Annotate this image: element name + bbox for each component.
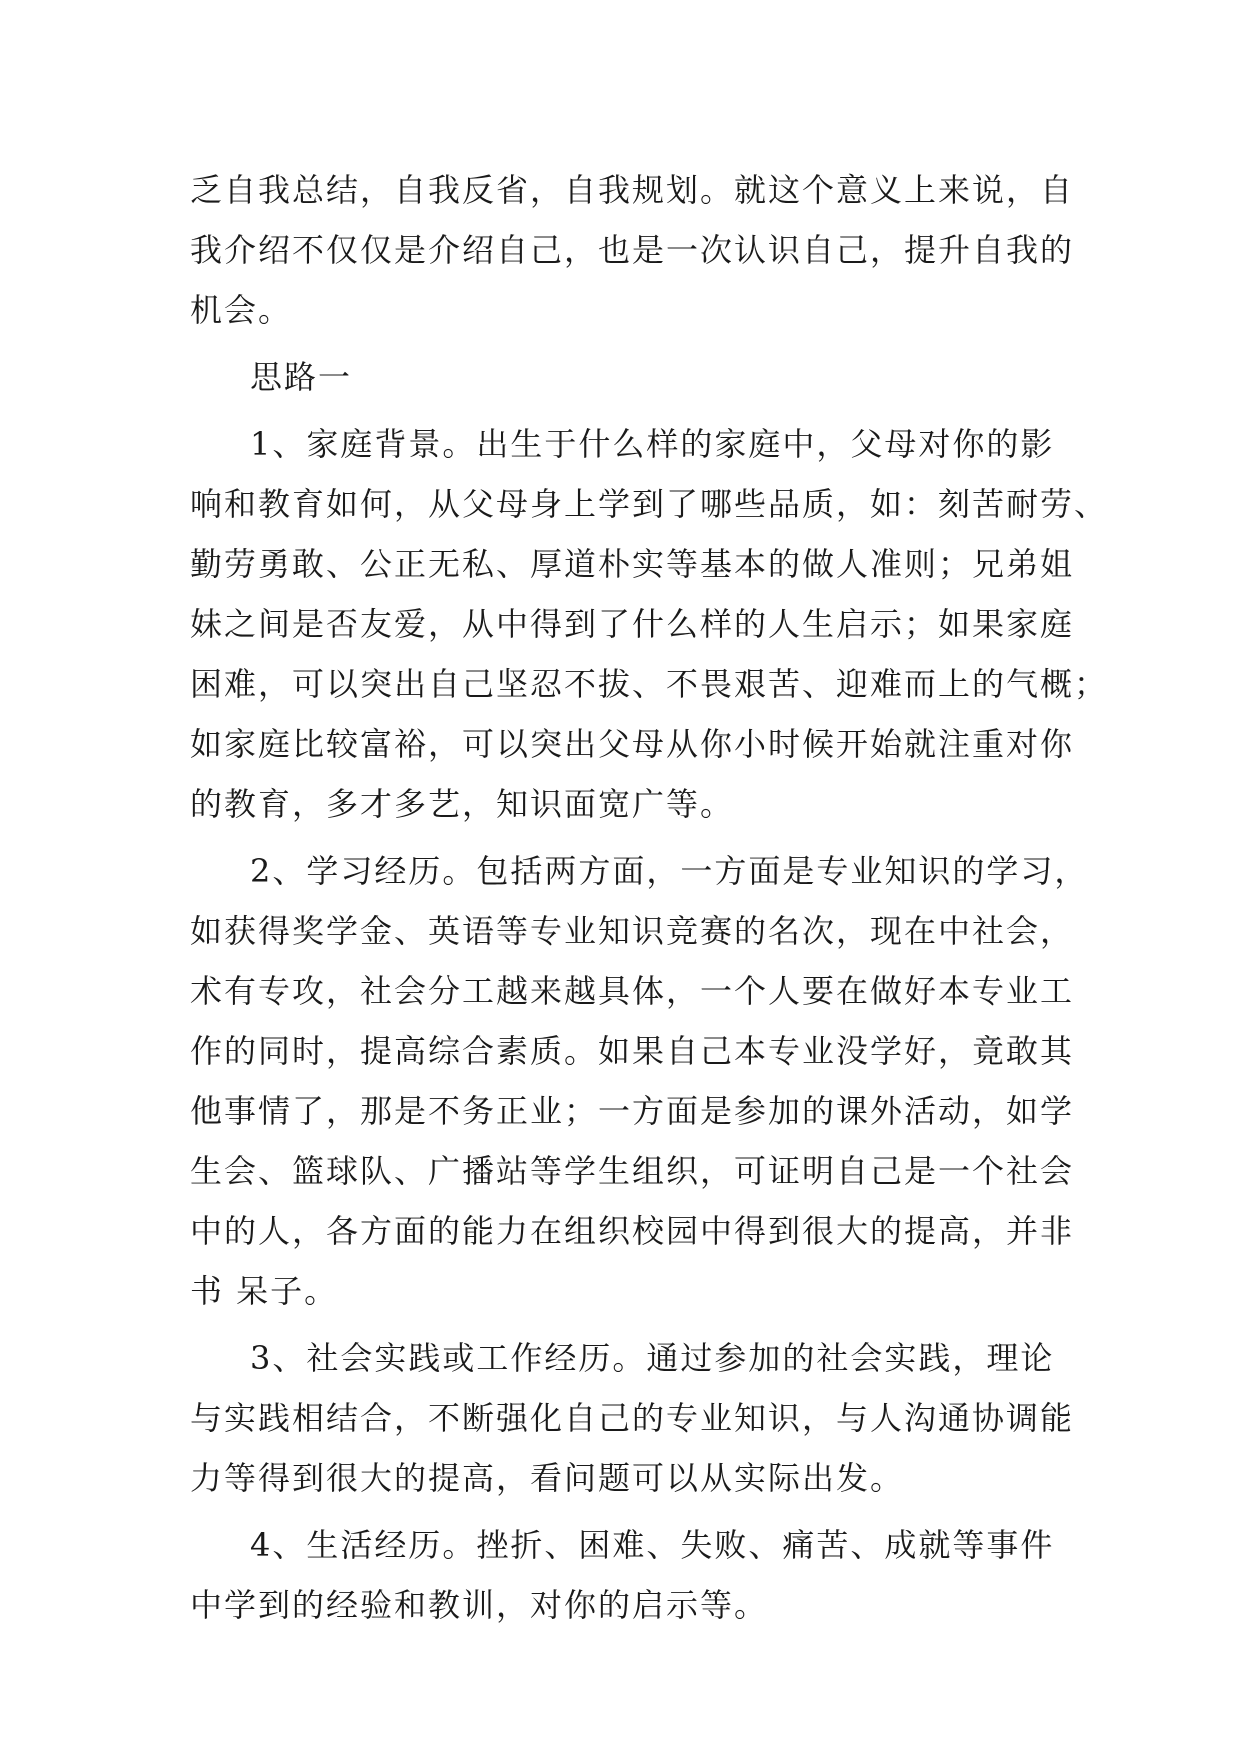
heading-text: 思路一 [250,358,353,396]
text-line: 4、生活经历。挫折、困难、失败、痛苦、成就等事件 [250,1526,1055,1564]
text-line: 的教育，多才多艺，知识面宽广等。 [190,785,735,823]
text-line: 中学到的经验和教训，对你的启示等。 [190,1586,769,1624]
text-line: 如获得奖学金、英语等专业知识竞赛的名次，现在中社会， [190,912,1075,950]
text-line: 作的同时，提高综合素质。如果自己本专业没学好，竟敢其 [190,1032,1075,1070]
section-heading [190,347,1050,407]
paragraph-point-4 [190,1515,1055,1635]
paragraph-point-2 [190,841,1089,1321]
text-line: 中的人，各方面的能力在组织校园中得到很大的提高，并非 [190,1212,1075,1250]
text-line: 响和教育如何，从父母身上学到了哪些品质，如：刻苦耐劳、 [190,485,1109,523]
text-line: 术有专攻，社会分工越来越具体，一个人要在做好本专业工 [190,972,1075,1010]
text-line: 困难，可以突出自己坚忍不拔、不畏艰苦、迎难而上的气概； [190,665,1109,703]
text-line: 勤劳勇敢、公正无私、厚道朴实等基本的做人准则；兄弟姐 [190,545,1075,583]
text-line: 机会。 [190,291,293,329]
text-line: 妹之间是否友爱，从中得到了什么样的人生启示；如果家庭 [190,605,1075,643]
text-line: 如家庭比较富裕，可以突出父母从你小时候开始就注重对你 [190,725,1075,763]
text-line: 力等得到很大的提高，看问题可以从实际出发。 [190,1459,905,1497]
text-line: 2、学习经历。包括两方面，一方面是专业知识的学习， [250,852,1089,890]
document-body [190,160,1109,1635]
text-line: 他事情了，那是不务正业；一方面是参加的课外活动，如学 [190,1092,1075,1130]
text-line: 与实践相结合，不断强化自己的专业知识，与人沟通协调能 [190,1399,1075,1437]
text-line: 书 呆子。 [190,1272,339,1310]
paragraph-intro-tail [190,160,1075,340]
paragraph-point-1 [190,414,1109,834]
text-line: 乏自我总结，自我反省，自我规划。就这个意义上来说，自 [190,171,1075,209]
paragraph-point-3 [190,1328,1075,1508]
text-line: 我介绍不仅仅是介绍自己，也是一次认识自己，提升自我的 [190,231,1075,269]
text-line: 1、家庭背景。出生于什么样的家庭中，父母对你的影 [250,425,1055,463]
text-line: 生会、篮球队、广播站等学生组织，可证明自己是一个社会 [190,1152,1075,1190]
text-line: 3、社会实践或工作经历。通过参加的社会实践，理论 [250,1339,1055,1377]
